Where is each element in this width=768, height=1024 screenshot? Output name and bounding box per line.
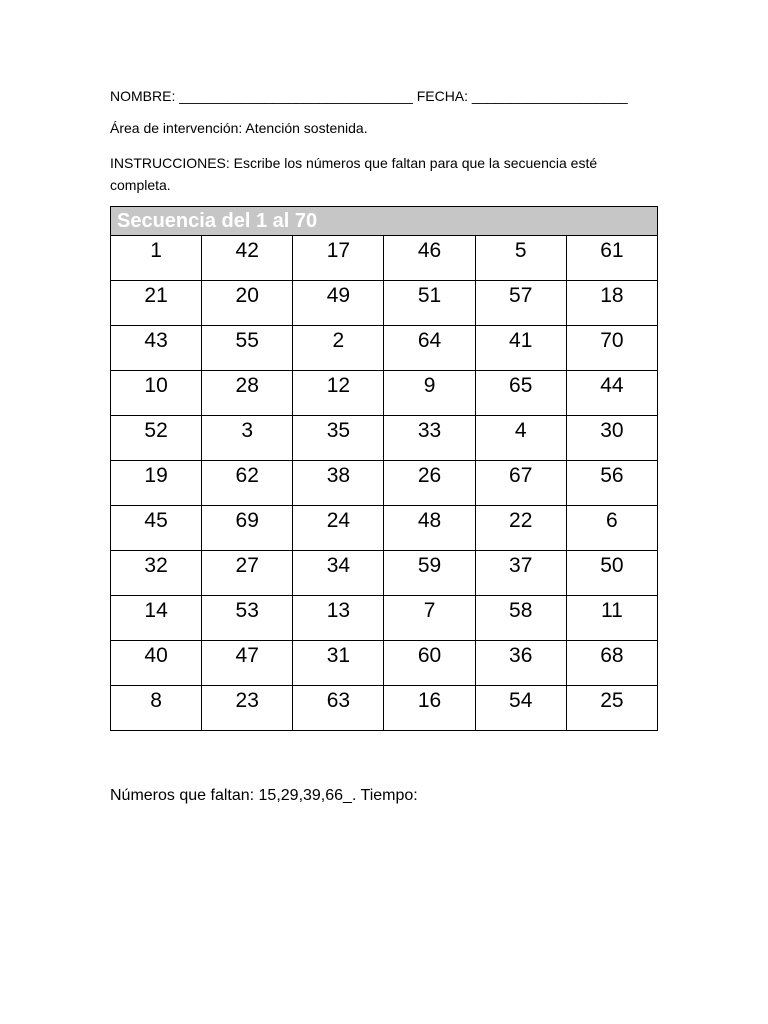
- table-row: [111, 686, 658, 731]
- number-cell: 53: [202, 596, 293, 641]
- number-cell: 68: [566, 641, 657, 686]
- number-cell: 62: [202, 461, 293, 506]
- number-cell: 20: [202, 281, 293, 326]
- number-cell: 30: [566, 416, 657, 461]
- number-cell: 32: [111, 551, 202, 596]
- number-cell: 8: [111, 686, 202, 731]
- table-row: [111, 506, 658, 551]
- number-cell: 46: [384, 236, 475, 281]
- number-cell: 33: [384, 416, 475, 461]
- number-cell: 54: [475, 686, 566, 731]
- number-cell: 37: [475, 551, 566, 596]
- number-cell: 7: [384, 596, 475, 641]
- number-cell: 57: [475, 281, 566, 326]
- number-cell: 56: [566, 461, 657, 506]
- number-cell: 41: [475, 326, 566, 371]
- instructions: INSTRUCCIONES: Escribe los números que faltan para que la secuencia esté completa.: [110, 155, 598, 193]
- number-cell: 45: [111, 506, 202, 551]
- number-cell: 60: [384, 641, 475, 686]
- number-cell: 64: [384, 326, 475, 371]
- number-cell: 24: [293, 506, 384, 551]
- number-cell: 55: [202, 326, 293, 371]
- number-cell: 31: [293, 641, 384, 686]
- table-title: Secuencia del 1 al 70: [110, 206, 658, 235]
- number-cell: 58: [475, 596, 566, 641]
- number-cell: 40: [111, 641, 202, 686]
- number-cell: 69: [202, 506, 293, 551]
- table-row: [111, 596, 658, 641]
- missing-numbers-line: Números que faltan: 15,29,39,66_. Tiempo:: [110, 787, 418, 804]
- number-grid: [110, 235, 658, 731]
- number-cell: 43: [111, 326, 202, 371]
- number-cell: 27: [202, 551, 293, 596]
- number-cell: 16: [384, 686, 475, 731]
- number-cell: 36: [475, 641, 566, 686]
- number-cell: 35: [293, 416, 384, 461]
- table-row: [111, 461, 658, 506]
- number-cell: 3: [202, 416, 293, 461]
- number-cell: 49: [293, 281, 384, 326]
- number-cell: 34: [293, 551, 384, 596]
- number-cell: 28: [202, 371, 293, 416]
- table-row: [111, 551, 658, 596]
- number-cell: 26: [384, 461, 475, 506]
- table-row: [111, 281, 658, 326]
- number-cell: 38: [293, 461, 384, 506]
- number-cell: 17: [293, 236, 384, 281]
- number-cell: 50: [566, 551, 657, 596]
- table-row: [111, 416, 658, 461]
- number-cell: 51: [384, 281, 475, 326]
- number-cell: 13: [293, 596, 384, 641]
- number-cell: 70: [566, 326, 657, 371]
- table-row: [111, 641, 658, 686]
- table-row: [111, 371, 658, 416]
- number-cell: 52: [111, 416, 202, 461]
- number-cell: 12: [293, 371, 384, 416]
- number-cell: 44: [566, 371, 657, 416]
- number-cell: 22: [475, 506, 566, 551]
- number-cell: 47: [202, 641, 293, 686]
- number-cell: 2: [293, 326, 384, 371]
- number-cell: 63: [293, 686, 384, 731]
- number-cell: 14: [111, 596, 202, 641]
- number-cell: 11: [566, 596, 657, 641]
- number-cell: 23: [202, 686, 293, 731]
- sequence-table: [110, 206, 658, 731]
- number-cell: 21: [111, 281, 202, 326]
- name-date-line: NOMBRE: ______________________________ FECHA: ____________________: [110, 88, 628, 104]
- number-cell: 10: [111, 371, 202, 416]
- number-cell: 18: [566, 281, 657, 326]
- number-cell: 61: [566, 236, 657, 281]
- number-cell: 4: [475, 416, 566, 461]
- number-cell: 6: [566, 506, 657, 551]
- number-cell: 9: [384, 371, 475, 416]
- number-cell: 19: [111, 461, 202, 506]
- number-cell: 59: [384, 551, 475, 596]
- number-cell: 25: [566, 686, 657, 731]
- number-cell: 65: [475, 371, 566, 416]
- number-cell: 42: [202, 236, 293, 281]
- number-cell: 48: [384, 506, 475, 551]
- number-cell: 5: [475, 236, 566, 281]
- number-cell: 1: [111, 236, 202, 281]
- number-cell: 67: [475, 461, 566, 506]
- intervention-area: Área de intervención: Atención sostenida.: [110, 120, 368, 136]
- table-row: [111, 326, 658, 371]
- table-row: [111, 236, 658, 281]
